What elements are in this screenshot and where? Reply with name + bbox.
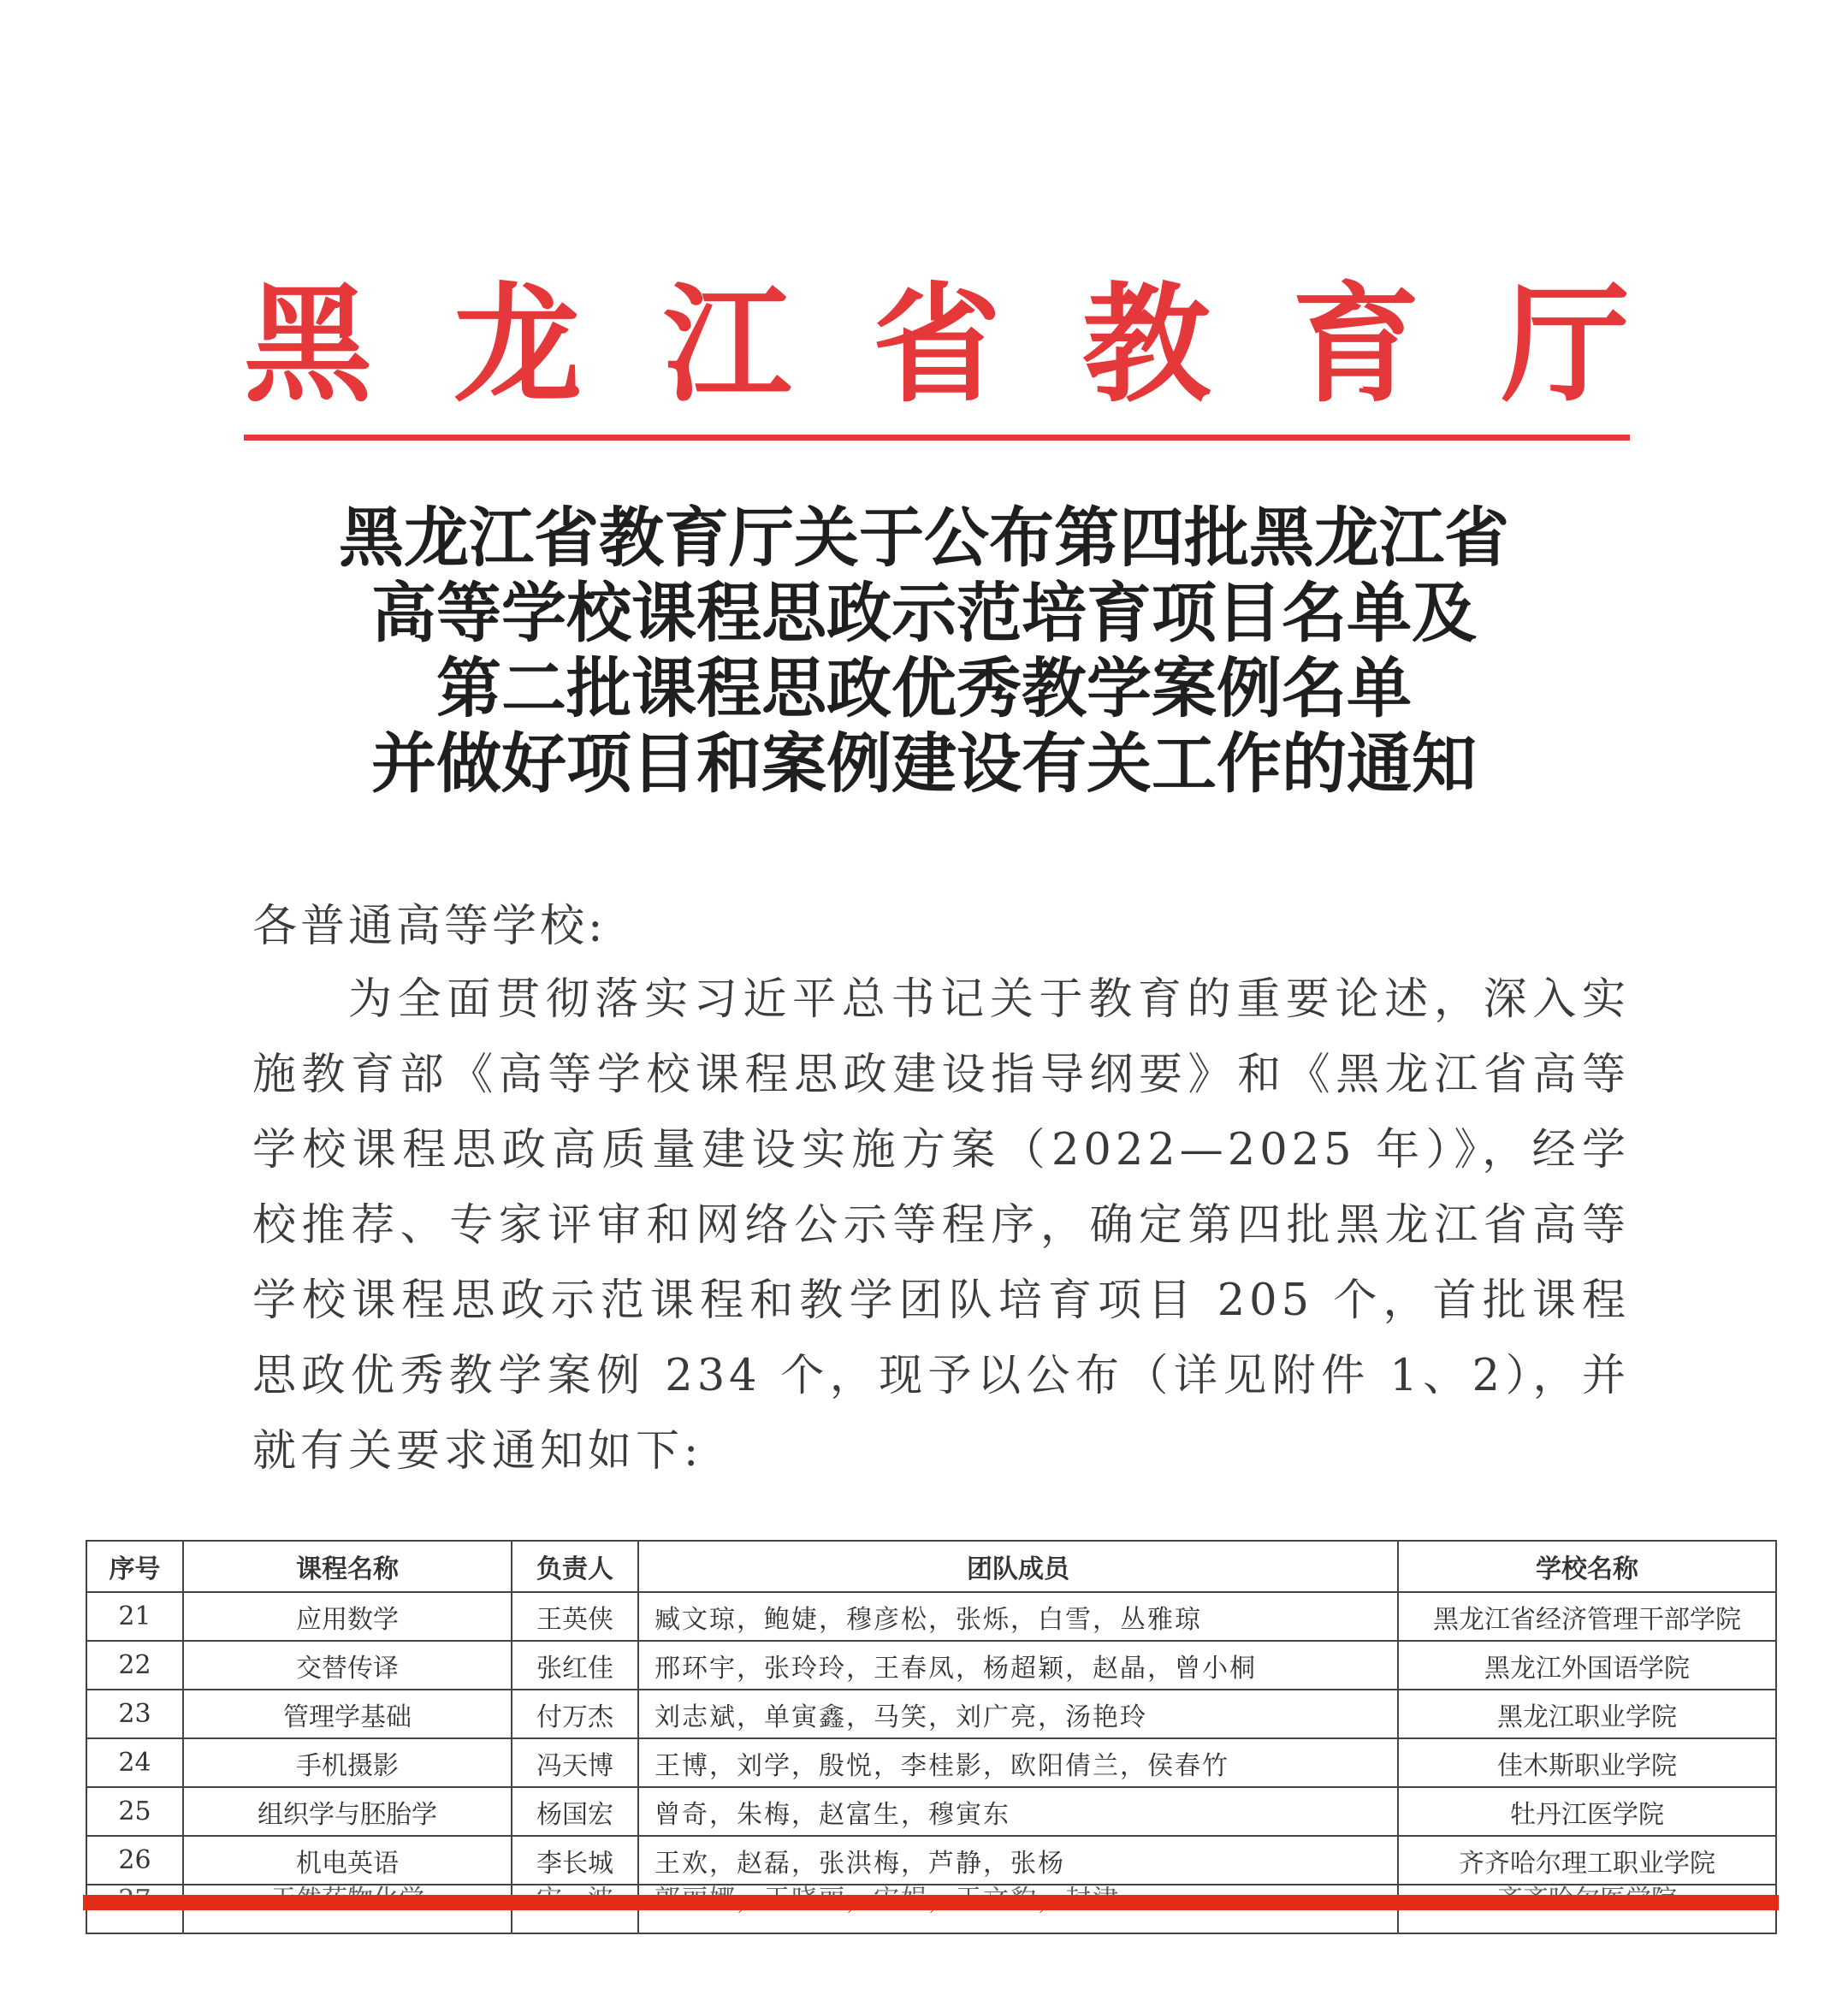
cell-course: 组织学与胚胎学 [183,1787,512,1836]
cell-members: 曾奇，朱梅，赵富生，穆寅东 [638,1787,1398,1836]
cell-school: 黑龙江职业学院 [1398,1690,1776,1738]
cell-school: 黑龙江外国语学院 [1398,1641,1776,1690]
cell-members: 王博，刘学，殷悦，李桂影，欧阳倩兰，侯春竹 [638,1738,1398,1787]
project-table [86,1540,1777,1934]
body-paragraph: 为全面贯彻落实习近平总书记关于教育的重要论述，深入实施教育部《高等学校课程思政建设指导纲要》和《黑龙江省高等学校课程思政高质量建设实施方案（2022—2025 年）》，经学校推荐、专家评审和网络公示等程序，确定第四批黑龙江省高等学校课程思政示范课程和教学团队培育项目 205 个，首批课程思政优秀教学案例 234 个，现予以公布（详见附件 1、2），并就有关要求通知如下: [252,974,1630,1477]
title-line: 高等学校课程思政示范培育项目名单及 [371,575,1477,651]
table-row [86,1836,1776,1885]
cell-leader: 杨国宏 [512,1787,638,1836]
table-row [86,1641,1776,1690]
salutation: 各普通高等学校: [252,901,607,952]
cell-school: 佳木斯职业学院 [1398,1738,1776,1787]
cell-course: 手机摄影 [183,1738,512,1787]
cell-no: 22 [86,1641,183,1690]
cell-members: 刘志斌，单寅鑫，马笑，刘广亮，汤艳玲 [638,1690,1398,1738]
letterhead-char: 龙 [453,269,582,420]
red-highlight-line [83,1895,1779,1910]
document-title [257,500,1591,802]
cell-school: 黑龙江省经济管理干部学院 [1398,1592,1776,1641]
cell-leader: 冯天博 [512,1738,638,1787]
letterhead-divider [244,435,1630,441]
title-line: 第二批课程思政优秀教学案例名单 [436,650,1412,726]
cell-course: 应用数学 [183,1592,512,1641]
cell-members: 臧文琼，鲍婕，穆彦松，张烁，白雪，丛雅琼 [638,1592,1398,1641]
header-members: 团队成员 [638,1541,1398,1592]
header-no: 序号 [86,1541,183,1592]
letterhead-char: 黑 [244,269,373,420]
cell-school: 齐齐哈尔理工职业学院 [1398,1836,1776,1885]
cell-school: 牡丹江医学院 [1398,1787,1776,1836]
letterhead-char: 厅 [1501,269,1630,420]
cell-leader: 付万杰 [512,1690,638,1738]
table-header-row [86,1541,1776,1592]
cell-no: 23 [86,1690,183,1738]
title-line: 黑龙江省教育厅关于公布第四批黑龙江省 [339,500,1509,576]
cell-leader: 李长城 [512,1836,638,1885]
cell-course: 交替传译 [183,1641,512,1690]
cell-leader: 王英侠 [512,1592,638,1641]
table-row [86,1738,1776,1787]
table-row [86,1787,1776,1836]
cell-members: 邢环宇，张玲玲，王春凤，杨超颖，赵晶，曾小桐 [638,1641,1398,1690]
cell-course: 管理学基础 [183,1690,512,1738]
header-leader: 负责人 [512,1541,638,1592]
letterhead-char: 教 [1081,269,1211,420]
letterhead [244,269,1630,420]
header-course: 课程名称 [183,1541,512,1592]
header-school: 学校名称 [1398,1541,1776,1592]
cell-no: 25 [86,1787,183,1836]
table-row [86,1690,1776,1738]
cell-no: 24 [86,1738,183,1787]
cell-leader: 张红佳 [512,1641,638,1690]
letterhead-char: 省 [872,269,1001,420]
title-line: 并做好项目和案例建设有关工作的通知 [371,725,1477,802]
table-row [86,1592,1776,1641]
cell-course: 机电英语 [183,1836,512,1885]
cell-members: 王欢，赵磊，张洪梅，芦静，张杨 [638,1836,1398,1885]
letterhead-char: 江 [662,269,791,420]
cell-no: 21 [86,1592,183,1641]
letterhead-char: 育 [1291,269,1420,420]
cell-no: 26 [86,1836,183,1885]
